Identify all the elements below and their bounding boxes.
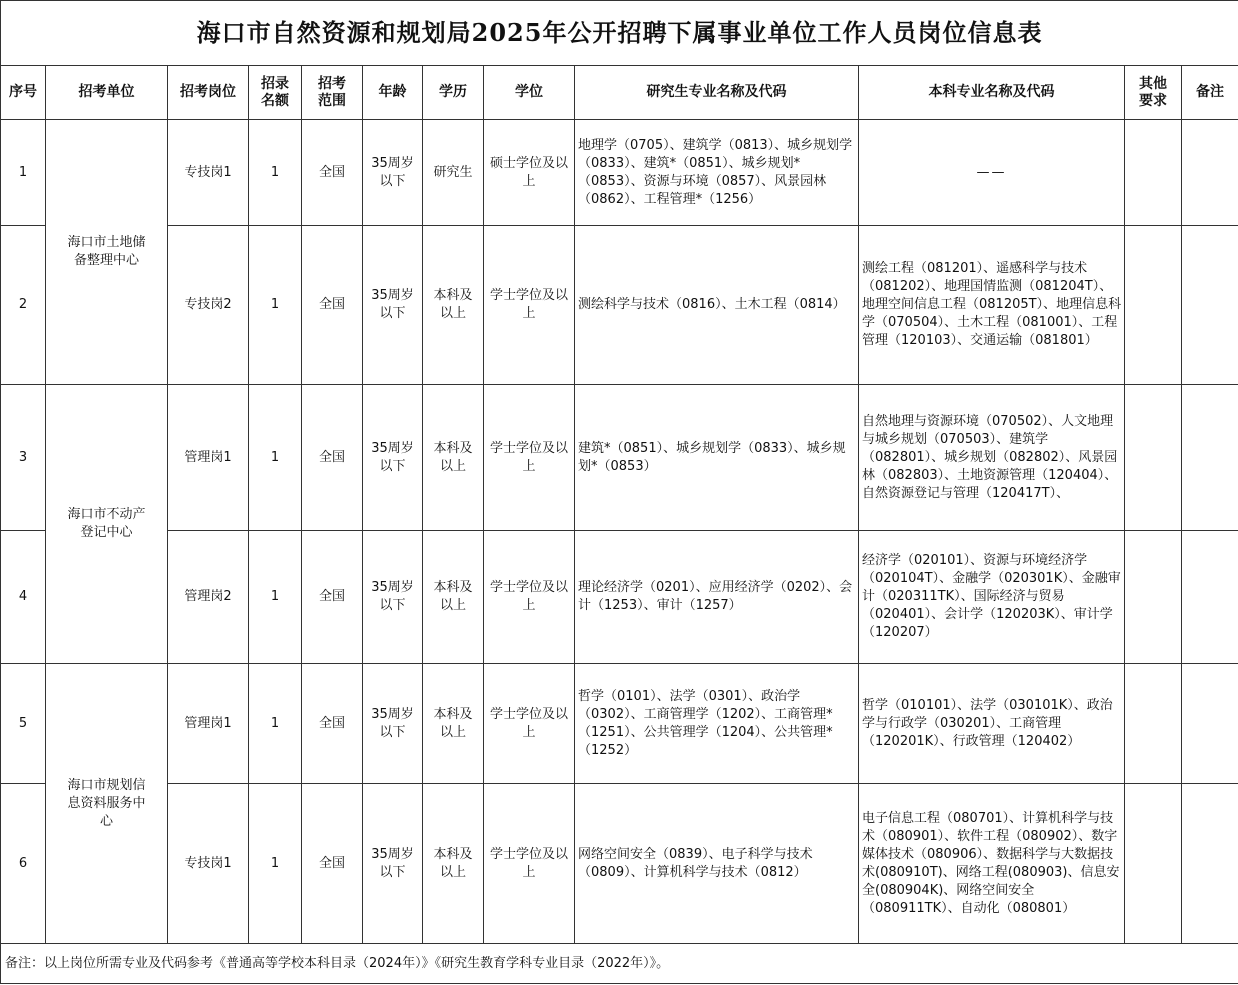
unit-cell: 海口市土地储备整理中心 xyxy=(46,120,168,385)
row-remark xyxy=(1182,664,1238,784)
row-degree: 学士学位及以上 xyxy=(484,385,575,531)
row-quota: 1 xyxy=(249,664,302,784)
row-ug-major: 自然地理与资源环境（070502）、人文地理与城乡规划（070503）、建筑学（082801）、城乡规划（082802）、风景园林（082803）、土地资源管理（120404）、自然资源登记与管理（120417T）、 xyxy=(859,385,1125,531)
row-other xyxy=(1125,784,1182,944)
row-degree: 学士学位及以上 xyxy=(484,531,575,664)
row-post: 专技岗2 xyxy=(168,226,249,385)
header-edu: 学历 xyxy=(423,66,484,120)
row-age: 35周岁以下 xyxy=(363,120,423,226)
row-age: 35周岁以下 xyxy=(363,784,423,944)
row-remark xyxy=(1182,784,1238,944)
row-edu: 本科及以上 xyxy=(423,784,484,944)
row-degree: 学士学位及以上 xyxy=(484,784,575,944)
row-edu: 本科及以上 xyxy=(423,664,484,784)
row-grad-major: 哲学（0101）、法学（0301）、政治学（0302）、工商管理学（1202）、工商管理*（1251）、公共管理学（1204）、公共管理*（1252） xyxy=(575,664,859,784)
header-unit: 招考单位 xyxy=(46,66,168,120)
row-post: 管理岗1 xyxy=(168,385,249,531)
row-age: 35周岁以下 xyxy=(363,226,423,385)
row-age: 35周岁以下 xyxy=(363,664,423,784)
row-ug-major: 哲学（010101）、法学（030101K）、政治学与行政学（030201）、工商管理（120201K）、行政管理（120402） xyxy=(859,664,1125,784)
row-scope: 全国 xyxy=(302,784,363,944)
row-scope: 全国 xyxy=(302,120,363,226)
row-ug-major: 测绘工程（081201）、遥感科学与技术（081202）、地理国情监测（081204T）、地理空间信息工程（081205T）、地理信息科学（070504）、土木工程（081001）、工程管理（120103）、交通运输（081801） xyxy=(859,226,1125,385)
row-other xyxy=(1125,385,1182,531)
row-degree: 硕士学位及以上 xyxy=(484,120,575,226)
unit-cell: 海口市不动产登记中心 xyxy=(46,385,168,664)
row-ug-major: 电子信息工程（080701）、计算机科学与技术（080901）、软件工程（080902）、数字媒体技术（080906）、数据科学与大数据技术(080910T)、网络工程(080903)、信息安全(080904K)、网络空间安全（080911TK）、自动化（080801） xyxy=(859,784,1125,944)
table-row xyxy=(1,664,1238,784)
table-row xyxy=(1,385,1238,531)
table-row xyxy=(1,531,1238,664)
row-other xyxy=(1125,226,1182,385)
row-post: 专技岗1 xyxy=(168,784,249,944)
header-grad-major: 研究生专业名称及代码 xyxy=(575,66,859,120)
row-remark xyxy=(1182,385,1238,531)
row-quota: 1 xyxy=(249,120,302,226)
row-degree: 学士学位及以上 xyxy=(484,664,575,784)
row-degree: 学士学位及以上 xyxy=(484,226,575,385)
row-post: 专技岗1 xyxy=(168,120,249,226)
row-seq: 1 xyxy=(1,120,46,226)
row-edu: 本科及以上 xyxy=(423,531,484,664)
row-post: 管理岗1 xyxy=(168,664,249,784)
unit-cell: 海口市规划信息资料服务中心 xyxy=(46,664,168,944)
row-quota: 1 xyxy=(249,226,302,385)
row-seq: 4 xyxy=(1,531,46,664)
header-age: 年龄 xyxy=(363,66,423,120)
row-grad-major: 地理学（0705）、建筑学（0813）、城乡规划学（0833）、建筑*（0851）、城乡规划*（0853）、资源与环境（0857）、风景园林（0862）、工程管理*（1256） xyxy=(575,120,859,226)
row-scope: 全国 xyxy=(302,664,363,784)
table-row xyxy=(1,120,1238,226)
row-age: 35周岁以下 xyxy=(363,385,423,531)
row-remark xyxy=(1182,531,1238,664)
row-seq: 6 xyxy=(1,784,46,944)
row-grad-major: 建筑*（0851）、城乡规划学（0833）、城乡规划*（0853） xyxy=(575,385,859,531)
row-edu: 本科及以上 xyxy=(423,385,484,531)
table-row xyxy=(1,226,1238,385)
row-remark xyxy=(1182,226,1238,385)
row-scope: 全国 xyxy=(302,531,363,664)
table-footnote: 备注：以上岗位所需专业及代码参考《普通高等学校本科目录（2024年）》《研究生教育学科专业目录（2022年）》。 xyxy=(1,944,1238,984)
header-row xyxy=(1,66,1238,120)
row-remark xyxy=(1182,120,1238,226)
row-other xyxy=(1125,120,1182,226)
row-scope: 全国 xyxy=(302,226,363,385)
row-ug-major: 经济学（020101）、资源与环境经济学（020104T）、金融学（020301K）、金融审计（020311TK）、国际经济与贸易（020401）、会计学（120203K）、审计学（120207） xyxy=(859,531,1125,664)
row-other xyxy=(1125,531,1182,664)
table-row xyxy=(1,784,1238,944)
row-post: 管理岗2 xyxy=(168,531,249,664)
row-other xyxy=(1125,664,1182,784)
row-age: 35周岁以下 xyxy=(363,531,423,664)
row-quota: 1 xyxy=(249,784,302,944)
row-ug-major: —— xyxy=(859,120,1125,226)
row-seq: 5 xyxy=(1,664,46,784)
table-title: 海口市自然资源和规划局2025年公开招聘下属事业单位工作人员岗位信息表 xyxy=(1,1,1238,66)
row-quota: 1 xyxy=(249,385,302,531)
row-quota: 1 xyxy=(249,531,302,664)
row-edu: 本科及以上 xyxy=(423,226,484,385)
row-grad-major: 理论经济学（0201）、应用经济学（0202）、会计（1253）、审计（1257） xyxy=(575,531,859,664)
row-scope: 全国 xyxy=(302,385,363,531)
header-scope: 招考范围 xyxy=(302,66,363,120)
header-seq: 序号 xyxy=(1,66,46,120)
row-seq: 3 xyxy=(1,385,46,531)
row-grad-major: 测绘科学与技术（0816）、土木工程（0814） xyxy=(575,226,859,385)
row-edu: 研究生 xyxy=(423,120,484,226)
header-ug-major: 本科专业名称及代码 xyxy=(859,66,1125,120)
row-seq: 2 xyxy=(1,226,46,385)
header-other: 其他要求 xyxy=(1125,66,1182,120)
header-post: 招考岗位 xyxy=(168,66,249,120)
header-degree: 学位 xyxy=(484,66,575,120)
row-grad-major: 网络空间安全（0839）、电子科学与技术（0809）、计算机科学与技术（0812） xyxy=(575,784,859,944)
header-remark: 备注 xyxy=(1182,66,1238,120)
header-quota: 招录名额 xyxy=(249,66,302,120)
